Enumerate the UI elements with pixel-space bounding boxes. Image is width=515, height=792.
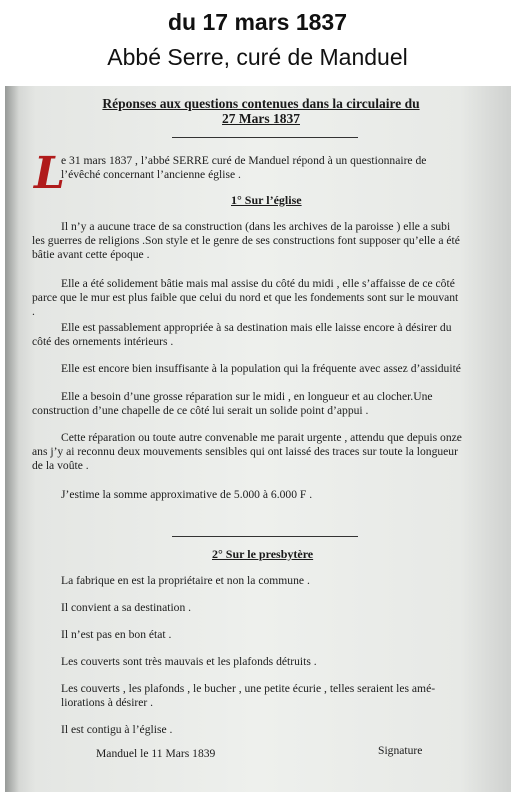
body-line: . — [32, 305, 35, 318]
body-line: Il n’y a aucune trace de sa construction (dans les archives de la paroisse ) elle a subi — [61, 220, 451, 233]
intro-line: l’évêché concernant l’ancienne église . — [61, 168, 241, 181]
signature-label: Signature — [378, 744, 423, 757]
caption-date: du 17 mars 1837 — [167, 9, 347, 35]
body-line: La fabrique en est la propriétaire et non la commune . — [61, 574, 310, 587]
page-shadow — [5, 86, 19, 792]
body-line: Il est contigu à l’église . — [61, 723, 173, 736]
body-line: Il n’est pas en bon état . — [61, 628, 172, 641]
body-line: construction d’une chapelle de ce côté lui serait un solide point d’appui . — [32, 404, 369, 417]
body-line: Les couverts , les plafonds , le bucher , une petite écurie , telles seraient les amé- — [61, 682, 436, 695]
section-divider — [172, 536, 358, 537]
caption-author: Abbé Serre, curé de Manduel — [107, 44, 408, 70]
body-line: de la voûte . — [32, 459, 89, 472]
section-2-title: 2° Sur le presbytère — [212, 547, 314, 561]
body-line: Cette réparation ou toute autre convenable me parait urgente , attendu que depuis onze — [61, 431, 462, 444]
body-line: Les couverts sont très mauvais et les plafonds détruits . — [61, 655, 317, 668]
body-line: côté des ornements intérieurs . — [32, 335, 174, 348]
document-title-line-1: Réponses aux questions contenues dans la circulaire du — [102, 96, 420, 111]
body-line: ans j’y ai reconnu deux mouvements sensibles qui ont laissé des traces sur toute la longueur — [32, 445, 458, 458]
intro-line: e 31 mars 1837 , l’abbé SERRE curé de Manduel répond à un questionnaire de — [61, 154, 427, 167]
document-page — [5, 86, 511, 792]
body-line: les guerres de religions .Son style et le genre de ses constructions font supposer qu’elle a été — [32, 234, 460, 247]
drop-cap: L — [34, 148, 65, 199]
place-date: Manduel le 11 Mars 1839 — [96, 747, 216, 760]
body-line: Elle est passablement appropriée à sa destination mais elle laisse encore à désirer du — [61, 321, 452, 334]
title-divider — [172, 137, 358, 138]
body-line: Il convient a sa destination . — [61, 601, 192, 614]
body-line: Elle est encore bien insuffisante à la population qui la fréquente avec assez d’assiduité — [61, 362, 461, 375]
body-line: Elle a été solidement bâtie mais mal assise du côté du midi , elle s’affaisse de ce côté — [61, 277, 455, 290]
body-line: J’estime la somme approximative de 5.000 à 6.000 F . — [61, 488, 313, 501]
body-line: Elle a besoin d’une grosse réparation sur le midi , en longueur et au clocher.Une — [61, 390, 433, 403]
document-title-line-2: 27 Mars 1837 — [222, 111, 300, 126]
body-line: liorations à désirer . — [61, 696, 154, 709]
caption-header — [0, 0, 515, 86]
section-1-title: 1° Sur l’église — [231, 193, 302, 207]
body-line: bâtie avant cette époque . — [32, 248, 150, 261]
body-line: parce que le mur est plus faible que celui du nord et que les fondements sont sur le mouvant — [32, 291, 459, 304]
